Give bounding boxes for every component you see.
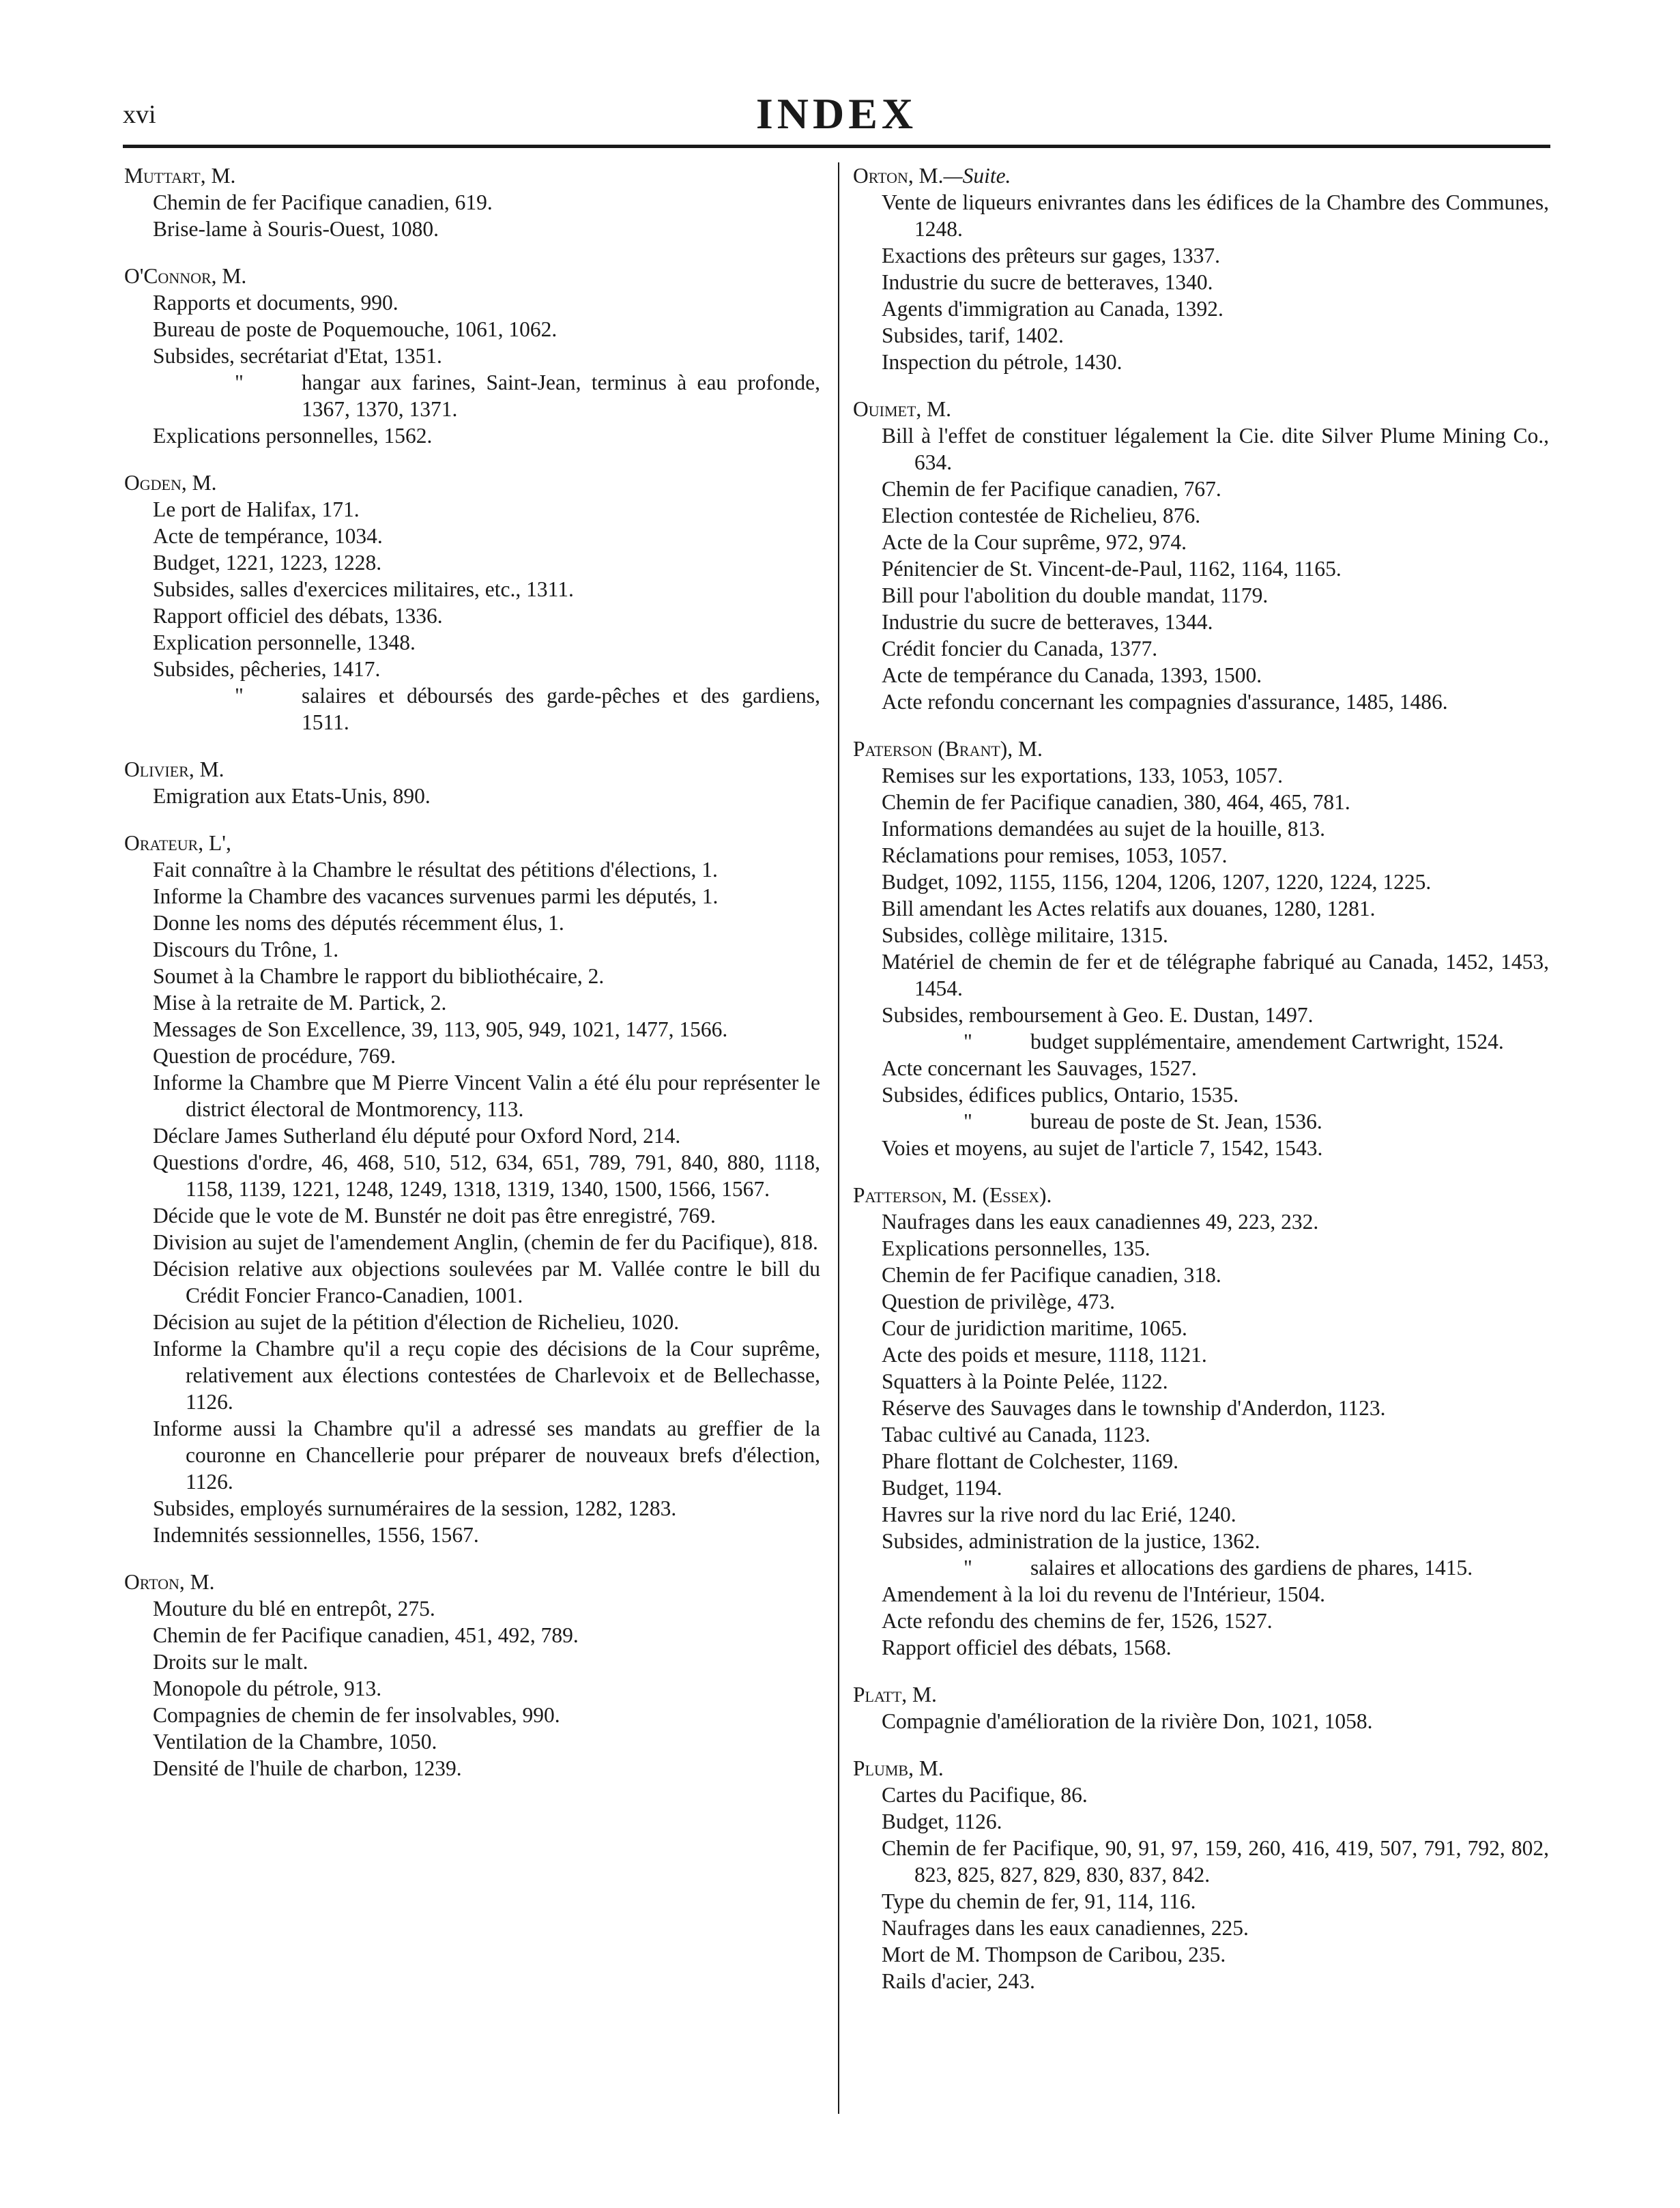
index-item	[853, 322, 1549, 349]
item-text: Subsides, salles d'exercices militaires, etc., 1311.	[153, 577, 574, 601]
item-text: Décide que le vote de M. Bunstér ne doit pas être enregistré, 769.	[153, 1204, 716, 1228]
entry-name: Orateur, L',	[124, 831, 231, 855]
index-item	[853, 1501, 1549, 1528]
index-item	[853, 815, 1549, 842]
index-item	[124, 1495, 820, 1522]
entry-items	[124, 496, 820, 736]
item-text: Rapport officiel des débats, 1336.	[153, 604, 443, 628]
ditto-mark: "	[964, 1109, 972, 1133]
item-text: Subsides, tarif, 1402.	[882, 323, 1064, 347]
ditto-mark: "	[964, 1030, 972, 1054]
entry-items	[124, 856, 820, 1548]
item-text: Voies et moyens, au sujet de l'article 7, 1542, 1543.	[882, 1136, 1323, 1160]
entry-items	[853, 762, 1549, 1161]
index-item	[853, 1888, 1549, 1915]
item-text: Bureau de poste de Poquemouche, 1061, 1062.	[153, 317, 557, 341]
index-item	[124, 316, 820, 343]
entry-heading	[853, 1182, 1549, 1208]
index-item	[853, 1135, 1549, 1161]
index-item	[124, 629, 820, 656]
index-item	[853, 555, 1549, 582]
index-item	[124, 656, 820, 682]
item-text: Budget, 1092, 1155, 1156, 1204, 1206, 1207, 1220, 1224, 1225.	[882, 870, 1432, 894]
item-text: Soumet à la Chambre le rapport du bibliothécaire, 2.	[153, 964, 605, 988]
index-item	[853, 422, 1549, 476]
item-text: Densité de l'huile de charbon, 1239.	[153, 1756, 462, 1780]
entry-items	[124, 189, 820, 242]
entry-name: Patterson, M. (Essex).	[853, 1183, 1052, 1207]
index-item	[853, 349, 1549, 375]
entry-heading	[853, 162, 1549, 189]
index-item	[124, 1622, 820, 1648]
index-item	[853, 1341, 1549, 1368]
item-text: Phare flottant de Colchester, 1169.	[882, 1449, 1178, 1473]
index-item	[124, 1229, 820, 1255]
index-entry	[853, 1681, 1549, 1734]
index-item	[124, 289, 820, 316]
item-text: Monopole du pétrole, 913.	[153, 1676, 382, 1700]
index-item	[853, 1528, 1549, 1554]
index-item	[853, 1941, 1549, 1968]
entry-name: Paterson (Brant), M.	[853, 737, 1043, 761]
index-item	[853, 1002, 1549, 1028]
index-item	[853, 789, 1549, 815]
item-text: Mort de M. Thompson de Caribou, 235.	[882, 1943, 1226, 1966]
index-item	[124, 1702, 820, 1728]
entry-heading	[853, 396, 1549, 422]
item-text: Acte de tempérance du Canada, 1393, 1500.	[882, 663, 1262, 687]
item-text: Subsides, collège militaire, 1315.	[882, 923, 1168, 947]
index-item	[124, 1648, 820, 1675]
index-item	[853, 476, 1549, 502]
index-entry	[853, 1755, 1549, 1994]
item-text: Acte des poids et mesure, 1118, 1121.	[882, 1343, 1207, 1367]
index-item	[124, 1728, 820, 1755]
item-text: Rapports et documents, 990.	[153, 291, 399, 315]
item-text: Acte refondu concernant les compagnies d'assurance, 1485, 1486.	[882, 690, 1448, 714]
index-item	[853, 582, 1549, 609]
entry-name: Orton, M.	[853, 164, 944, 188]
entry-heading	[853, 1681, 1549, 1708]
entry-heading	[124, 1569, 820, 1595]
index-item	[124, 1522, 820, 1548]
index-item	[124, 936, 820, 963]
item-text: Crédit foncier du Canada, 1377.	[882, 637, 1158, 660]
item-text: Question de procédure, 769.	[153, 1044, 396, 1068]
index-item	[853, 609, 1549, 635]
entry-heading	[124, 756, 820, 783]
item-text: Subsides, secrétariat d'Etat, 1351.	[153, 344, 442, 368]
ditto-mark: "	[235, 371, 244, 394]
index-item	[124, 369, 820, 422]
index-item	[853, 269, 1549, 295]
index-item	[853, 1288, 1549, 1315]
item-text: Industrie du sucre de betteraves, 1340.	[882, 270, 1213, 294]
item-text: Droits sur le malt.	[153, 1650, 308, 1674]
item-text: Discours du Trône, 1.	[153, 938, 339, 961]
item-text: Chemin de fer Pacifique canadien, 318.	[882, 1263, 1221, 1287]
item-text: Subsides, édifices publics, Ontario, 1535.	[882, 1083, 1239, 1107]
index-item	[124, 576, 820, 602]
index-item	[853, 242, 1549, 269]
index-item	[124, 602, 820, 629]
index-item	[853, 502, 1549, 529]
item-text: Acte refondu des chemins de fer, 1526, 1527.	[882, 1609, 1273, 1633]
index-item	[124, 1016, 820, 1043]
index-item	[853, 295, 1549, 322]
index-entry	[124, 162, 820, 242]
index-item	[124, 422, 820, 449]
entry-items	[853, 1208, 1549, 1661]
index-item	[124, 1675, 820, 1702]
item-text: Explications personnelles, 1562.	[153, 424, 433, 448]
item-text: Naufrages dans les eaux canadiennes, 225.	[882, 1916, 1249, 1940]
item-text: Type du chemin de fer, 91, 114, 116.	[882, 1889, 1196, 1913]
item-text: Emigration aux Etats-Unis, 890.	[153, 784, 431, 808]
index-item	[853, 922, 1549, 948]
right-column	[853, 162, 1549, 2015]
item-text: Bill pour l'abolition du double mandat, 1179.	[882, 583, 1269, 607]
index-item	[853, 762, 1549, 789]
item-text: Rails d'acier, 243.	[882, 1969, 1035, 1993]
index-item	[124, 1335, 820, 1415]
index-item	[853, 635, 1549, 662]
index-item	[853, 1028, 1549, 1055]
index-entry	[124, 756, 820, 809]
item-text: Matériel de chemin de fer et de télégraphe fabriqué au Canada, 1452, 1453, 1454.	[882, 950, 1549, 1000]
index-item	[853, 1608, 1549, 1634]
entry-heading	[124, 830, 820, 856]
item-text: Inspection du pétrole, 1430.	[882, 350, 1123, 374]
item-text: Mise à la retraite de M. Partick, 2.	[153, 991, 447, 1015]
index-item	[853, 869, 1549, 895]
item-text: Havres sur la rive nord du lac Erié, 1240.	[882, 1502, 1236, 1526]
index-item	[853, 1782, 1549, 1808]
index-item	[853, 1108, 1549, 1135]
item-text: Informe aussi la Chambre qu'il a adressé ses mandats au greffier de la couronne en Chancellerie pour préparer de nouveaux brefs d'élection, 1126.	[153, 1417, 820, 1494]
item-text: Donne les noms des députés récemment élus, 1.	[153, 911, 564, 935]
item-text: Exactions des prêteurs sur gages, 1337.	[882, 244, 1221, 267]
item-text: Budget, 1126.	[882, 1810, 1002, 1833]
item-text: Industrie du sucre de betteraves, 1344.	[882, 610, 1213, 634]
index-item	[124, 989, 820, 1016]
entry-name: Plumb, M.	[853, 1756, 944, 1780]
entry-name: Orton, M.	[124, 1570, 215, 1594]
entry-name: Muttart, M.	[124, 164, 236, 188]
index-item	[853, 688, 1549, 715]
index-entry	[124, 1569, 820, 1782]
item-text: Squatters à la Pointe Pelée, 1122.	[882, 1369, 1168, 1393]
item-text: Subsides, remboursement à Geo. E. Dustan, 1497.	[882, 1003, 1314, 1027]
entry-items	[853, 1782, 1549, 1994]
index-item	[853, 1554, 1549, 1581]
index-entry	[124, 830, 820, 1548]
index-entry	[853, 396, 1549, 715]
item-text: Budget, 1194.	[882, 1476, 1002, 1500]
index-item	[124, 1415, 820, 1495]
entry-items	[124, 289, 820, 449]
index-item	[124, 856, 820, 883]
index-item	[853, 1915, 1549, 1941]
index-item	[124, 216, 820, 242]
item-text: Explication personnelle, 1348.	[153, 630, 416, 654]
index-item	[853, 1235, 1549, 1262]
index-item	[124, 1595, 820, 1622]
entry-name: Ouimet, M.	[853, 397, 952, 421]
item-text: Chemin de fer Pacifique canadien, 451, 492, 789.	[153, 1623, 579, 1647]
index-item	[124, 496, 820, 523]
entry-heading	[124, 263, 820, 289]
index-item	[124, 682, 820, 736]
index-item	[853, 1315, 1549, 1341]
index-item	[853, 1368, 1549, 1395]
entry-suite: —Suite.	[943, 164, 1011, 188]
index-item	[853, 895, 1549, 922]
item-text: Bill à l'effet de constituer légalement la Cie. dite Silver Plume Mining Co., 634.	[882, 424, 1549, 474]
item-text: Décision relative aux objections soulevées par M. Vallée contre le bill du Crédit Foncier Franco-Canadien, 1001.	[153, 1257, 820, 1307]
index-item	[124, 1309, 820, 1335]
entry-name: O'Connor, M.	[124, 264, 247, 288]
item-text: salaires et déboursés des garde-pêches et des gardiens, 1511.	[302, 684, 820, 734]
entry-name: Ogden, M.	[124, 471, 217, 495]
item-text: Indemnités sessionnelles, 1556, 1567.	[153, 1523, 479, 1547]
page-title: INDEX	[755, 89, 918, 138]
index-item	[853, 842, 1549, 869]
item-text: Budget, 1221, 1223, 1228.	[153, 551, 382, 575]
item-text: Chemin de fer Pacifique canadien, 619.	[153, 190, 493, 214]
item-text: Compagnie d'amélioration de la rivière Don, 1021, 1058.	[882, 1709, 1373, 1733]
item-text: Question de privilège, 473.	[882, 1290, 1116, 1313]
item-text: budget supplémentaire, amendement Cartwright, 1524.	[1030, 1030, 1504, 1054]
column-divider	[838, 162, 839, 2114]
index-item	[853, 1055, 1549, 1081]
index-item	[853, 662, 1549, 688]
item-text: Fait connaître à la Chambre le résultat des pétitions d'élections, 1.	[153, 858, 718, 882]
index-item	[124, 883, 820, 910]
entry-items	[853, 189, 1549, 375]
entry-items	[853, 422, 1549, 715]
item-text: Bill amendant les Actes relatifs aux douanes, 1280, 1281.	[882, 897, 1376, 920]
index-item	[853, 1081, 1549, 1108]
entry-heading	[853, 736, 1549, 762]
item-text: bureau de poste de St. Jean, 1536.	[1030, 1109, 1322, 1133]
item-text: Décision au sujet de la pétition d'élection de Richelieu, 1020.	[153, 1310, 680, 1334]
ditto-mark: "	[235, 684, 244, 708]
item-text: Réserve des Sauvages dans le township d'Anderdon, 1123.	[882, 1396, 1386, 1420]
item-text: Explications personnelles, 135.	[882, 1236, 1150, 1260]
item-text: salaires et allocations des gardiens de phares, 1415.	[1030, 1556, 1473, 1580]
item-text: Questions d'ordre, 46, 468, 510, 512, 634, 651, 789, 791, 840, 880, 1118, 1158, 1139, 1221, 1248, 1249, 1318, 1319, 1340, 1500, 1566, 1567.	[153, 1150, 820, 1201]
item-text: Pénitencier de St. Vincent-de-Paul, 1162, 1164, 1165.	[882, 557, 1342, 581]
entry-items	[124, 783, 820, 809]
entry-heading	[124, 469, 820, 496]
index-item	[853, 948, 1549, 1002]
entry-name: Platt, M.	[853, 1683, 937, 1706]
index-item	[124, 1122, 820, 1149]
item-text: Ventilation de la Chambre, 1050.	[153, 1730, 437, 1754]
item-text: Rapport officiel des débats, 1568.	[882, 1636, 1172, 1659]
index-item	[853, 1475, 1549, 1501]
entry-heading	[124, 162, 820, 189]
entry-items	[124, 1595, 820, 1782]
item-text: Acte concernant les Sauvages, 1527.	[882, 1056, 1197, 1080]
index-item	[853, 1262, 1549, 1288]
item-text: Informe la Chambre des vacances survenues parmi les députés, 1.	[153, 884, 719, 908]
entry-heading	[853, 1755, 1549, 1782]
index-item	[853, 1395, 1549, 1421]
index-item	[853, 1448, 1549, 1475]
item-text: Chemin de fer Pacifique, 90, 91, 97, 159, 260, 416, 419, 507, 791, 792, 802, 823, 825, 827, 829, 830, 837, 842.	[882, 1836, 1549, 1887]
index-item	[124, 1149, 820, 1202]
item-text: Subsides, employés surnuméraires de la session, 1282, 1283.	[153, 1496, 677, 1520]
index-entry	[853, 1182, 1549, 1661]
index-entry	[124, 263, 820, 449]
item-text: Tabac cultivé au Canada, 1123.	[882, 1423, 1150, 1447]
item-text: Informe la Chambre qu'il a reçu copie des décisions de la Cour suprême, relativement aux élections contestées de Charlevoix et de Bellechasse, 1126.	[153, 1337, 820, 1414]
item-text: Informe la Chambre que M Pierre Vincent Valin a été élu pour représenter le district électoral de Montmorency, 113.	[153, 1071, 820, 1121]
item-text: Amendement à la loi du revenu de l'Intérieur, 1504.	[882, 1582, 1325, 1606]
item-text: Naufrages dans les eaux canadiennes 49, 223, 232.	[882, 1210, 1319, 1234]
item-text: Réclamations pour remises, 1053, 1057.	[882, 843, 1228, 867]
item-text: Informations demandées au sujet de la houille, 813.	[882, 817, 1325, 841]
item-text: hangar aux farines, Saint-Jean, terminus à eau profonde, 1367, 1370, 1371.	[302, 371, 820, 421]
item-text: Election contestée de Richelieu, 876.	[882, 504, 1201, 527]
index-item	[853, 1808, 1549, 1835]
item-text: Compagnies de chemin de fer insolvables, 990.	[153, 1703, 560, 1727]
index-item	[853, 1835, 1549, 1888]
index-item	[853, 1708, 1549, 1734]
index-item	[124, 783, 820, 809]
index-item	[853, 1634, 1549, 1661]
index-item	[853, 1208, 1549, 1235]
item-text: Vente de liqueurs enivrantes dans les édifices de la Chambre des Communes, 1248.	[882, 190, 1549, 241]
index-item	[124, 343, 820, 369]
index-item	[124, 1069, 820, 1122]
item-text: Mouture du blé en entrepôt, 275.	[153, 1597, 435, 1621]
ditto-mark: "	[964, 1556, 972, 1580]
index-item	[124, 1755, 820, 1782]
item-text: Division au sujet de l'amendement Anglin, (chemin de fer du Pacifique), 818.	[153, 1230, 818, 1254]
index-entry	[853, 736, 1549, 1161]
item-text: Cour de juridiction maritime, 1065.	[882, 1316, 1187, 1340]
index-item	[124, 1255, 820, 1309]
item-text: Cartes du Pacifique, 86.	[882, 1783, 1088, 1807]
item-text: Subsides, administration de la justice, 1362.	[882, 1529, 1260, 1553]
header-rule	[123, 145, 1550, 148]
item-text: Remises sur les exportations, 133, 1053, 1057.	[882, 764, 1283, 787]
index-item	[853, 1968, 1549, 1994]
entry-items	[853, 1708, 1549, 1734]
index-item	[124, 189, 820, 216]
item-text: Messages de Son Excellence, 39, 113, 905, 949, 1021, 1477, 1566.	[153, 1017, 728, 1041]
index-item	[124, 1202, 820, 1229]
entry-name: Olivier, M.	[124, 757, 225, 781]
index-item	[124, 523, 820, 549]
left-column	[124, 162, 820, 1802]
item-text: Chemin de fer Pacifique canadien, 380, 464, 465, 781.	[882, 790, 1350, 814]
index-entry	[853, 162, 1549, 375]
item-text: Le port de Halifax, 171.	[153, 497, 360, 521]
item-text: Brise-lame à Souris-Ouest, 1080.	[153, 217, 439, 241]
index-item	[124, 549, 820, 576]
item-text: Agents d'immigration au Canada, 1392.	[882, 297, 1223, 321]
index-entry	[124, 469, 820, 736]
page-number: xvi	[123, 100, 156, 129]
index-item	[853, 189, 1549, 242]
item-text: Acte de tempérance, 1034.	[153, 524, 383, 548]
item-text: Chemin de fer Pacifique canadien, 767.	[882, 477, 1221, 501]
index-item	[853, 1421, 1549, 1448]
index-item	[853, 1581, 1549, 1608]
index-item	[124, 1043, 820, 1069]
item-text: Déclare James Sutherland élu député pour Oxford Nord, 214.	[153, 1124, 681, 1148]
item-text: Subsides, pêcheries, 1417.	[153, 657, 381, 681]
page-header	[123, 87, 1550, 142]
index-item	[124, 910, 820, 936]
index-item	[853, 529, 1549, 555]
item-text: Acte de la Cour suprême, 972, 974.	[882, 530, 1187, 554]
index-item	[124, 963, 820, 989]
